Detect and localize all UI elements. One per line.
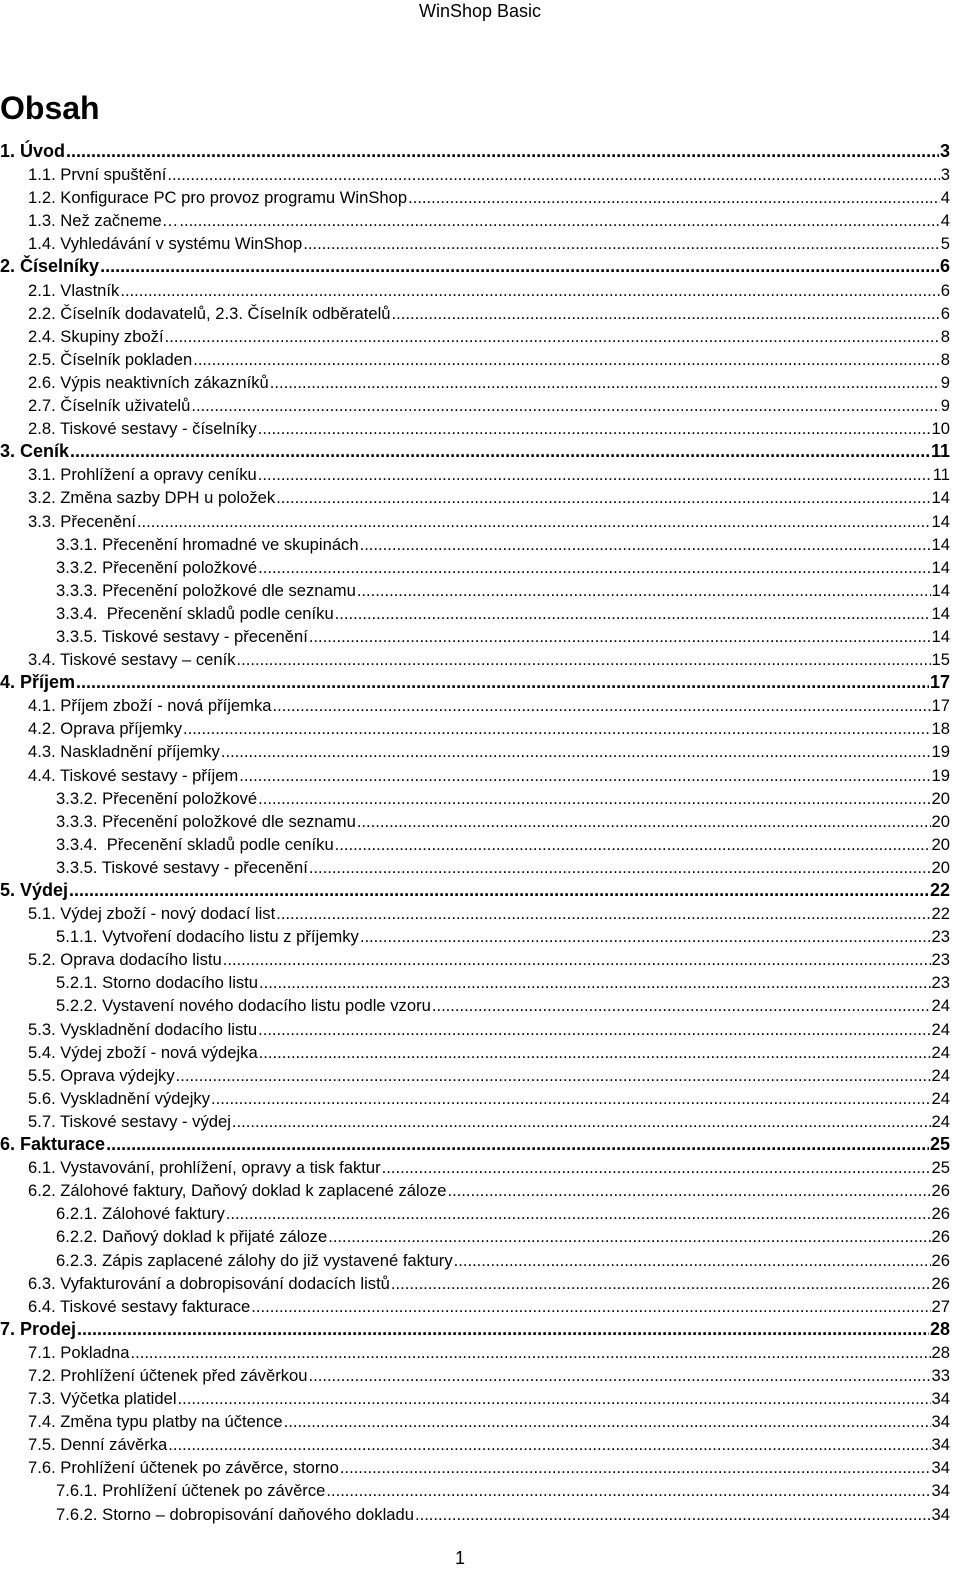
toc-entry[interactable] <box>0 1249 950 1272</box>
toc-entry[interactable] <box>0 510 950 533</box>
toc-entry-page: 24 <box>931 996 950 1016</box>
toc-entry-page: 24 <box>931 1088 950 1108</box>
toc-entry[interactable] <box>0 1503 950 1526</box>
toc-entry[interactable] <box>0 486 950 509</box>
toc-entry-label: 2.5. Číselník pokladen <box>28 349 193 369</box>
toc-leader-dots <box>326 1479 930 1502</box>
toc-entry-page: 34 <box>931 1412 950 1432</box>
toc-leader-dots <box>340 1456 931 1479</box>
toc-entry[interactable] <box>0 163 950 186</box>
toc-entry-label: 2.2. Číselník dodavatelů, 2.3. Číselník odběratelů <box>28 303 391 323</box>
toc-leader-dots <box>454 1249 931 1272</box>
toc-leader-dots <box>258 463 932 486</box>
toc-entry-page: 8 <box>940 349 950 369</box>
toc-entry-label: 3.3.4. Přecenění skladů podle ceníku <box>56 603 334 623</box>
toc-entry[interactable] <box>0 856 950 879</box>
toc-entry-page: 15 <box>931 650 950 670</box>
toc-entry-label: 6.3. Vyfakturování a dobropisování dodacích listů <box>28 1273 390 1293</box>
toc-entry-page: 26 <box>931 1181 950 1201</box>
toc-entry-label: 3.3.4. Přecenění skladů podle ceníku <box>56 834 334 854</box>
toc-entry[interactable] <box>0 371 950 394</box>
toc-entry-page: 22 <box>931 904 950 924</box>
toc-entry[interactable] <box>0 1110 950 1133</box>
toc-entry-label: 4.1. Příjem zboží - nová příjemka <box>28 696 272 716</box>
toc-entry-label: 3.2. Změna sazby DPH u položek <box>28 488 276 508</box>
toc-entry-page: 22 <box>929 880 950 900</box>
toc-entry-page: 23 <box>931 973 950 993</box>
toc-leader-dots <box>447 1179 930 1202</box>
toc-entry-page: 14 <box>931 488 950 508</box>
toc-leader-dots <box>258 556 930 579</box>
toc-entry-page: 34 <box>931 1504 950 1524</box>
toc-entry-page: 20 <box>931 811 950 831</box>
toc-entry[interactable] <box>0 602 950 625</box>
toc-entry-page: 5 <box>940 234 950 254</box>
toc-entry[interactable] <box>0 140 950 163</box>
toc-leader-dots <box>165 325 940 348</box>
toc-entry[interactable] <box>0 1202 950 1225</box>
toc-entry[interactable] <box>0 209 950 232</box>
toc-entry-page: 4 <box>940 211 950 231</box>
toc-entry-page: 24 <box>931 1065 950 1085</box>
toc-entry-label: 6. Fakturace <box>0 1134 106 1155</box>
toc-entry-label: 6.2. Zálohové faktury, Daňový doklad k zaplacené záloze <box>28 1181 447 1201</box>
toc-entry-page: 26 <box>931 1204 950 1224</box>
toc-entry-page: 3 <box>940 165 950 185</box>
toc-entry[interactable] <box>0 1087 950 1110</box>
toc-leader-dots <box>251 1295 930 1318</box>
toc-entry[interactable] <box>0 833 950 856</box>
toc-entry[interactable] <box>0 279 950 302</box>
toc-leader-dots <box>432 994 931 1017</box>
toc-entry-page: 4 <box>940 188 950 208</box>
toc-entry-page: 17 <box>931 696 950 716</box>
toc-entry[interactable] <box>0 810 950 833</box>
toc-leader-dots <box>167 163 939 186</box>
toc-entry-page: 10 <box>931 419 950 439</box>
toc-entry-page: 14 <box>931 534 950 554</box>
toc-leader-dots <box>221 740 931 763</box>
toc-entry-label: 4.4. Tiskové sestavy - příjem <box>28 765 239 785</box>
toc-leader-dots <box>239 764 930 787</box>
toc-leader-dots <box>179 209 939 232</box>
toc-entry[interactable] <box>0 787 950 810</box>
toc-entry-page: 14 <box>931 603 950 623</box>
toc-entry[interactable] <box>0 1479 950 1502</box>
toc-leader-dots <box>258 787 930 810</box>
toc-leader-dots <box>120 279 939 302</box>
toc-entry-page: 34 <box>931 1481 950 1501</box>
toc-entry-label: 5.1. Výdej zboží - nový dodací list <box>28 904 276 924</box>
toc-entry[interactable] <box>0 1387 950 1410</box>
toc-leader-dots <box>191 394 939 417</box>
toc-entry[interactable] <box>0 1018 950 1041</box>
toc-entry[interactable] <box>0 302 950 325</box>
toc-entry-page: 23 <box>931 950 950 970</box>
toc-entry-label: 5.2.1. Storno dodacího listu <box>56 973 259 993</box>
toc-entry[interactable] <box>0 325 950 348</box>
toc-leader-dots <box>77 1318 929 1341</box>
toc-entry-label: 5.2. Oprava dodacího listu <box>28 950 222 970</box>
toc-entry-page: 28 <box>929 1318 950 1339</box>
toc-entry-page: 11 <box>930 441 950 462</box>
toc-entry-page: 25 <box>929 1134 950 1155</box>
toc-entry-page: 26 <box>931 1227 950 1247</box>
toc-entry[interactable] <box>0 533 950 556</box>
toc-entry[interactable] <box>0 694 950 717</box>
running-header: WinShop Basic <box>418 1 542 21</box>
toc-entry-label: 7.6. Prohlížení účtenek po závěrce, storno <box>28 1458 339 1478</box>
toc-leader-dots <box>232 1110 931 1133</box>
toc-entry[interactable] <box>0 440 950 463</box>
toc-entry-label: 6.2.1. Zálohové faktury <box>56 1204 225 1224</box>
toc-entry-label: 3.3.2. Přecenění položkové <box>56 788 258 808</box>
toc-entry-label: 6.1. Vystavování, prohlížení, opravy a tisk faktur <box>28 1158 381 1178</box>
toc-entry-label: 3.3.3. Přecenění položkové dle seznamu <box>56 811 356 831</box>
toc-entry[interactable] <box>0 1156 950 1179</box>
toc-entry-label: 3.1. Prohlížení a opravy ceníku <box>28 465 257 485</box>
toc-entry[interactable] <box>0 1295 950 1318</box>
toc-entry-page: 6 <box>940 303 950 323</box>
toc-entry-label: 4.2. Oprava příjemky <box>28 719 183 739</box>
toc-entry-page: 6 <box>940 280 950 300</box>
toc-entry-label: 1.4. Vyhledávání v systému WinShop <box>28 234 303 254</box>
toc-entry[interactable] <box>0 255 950 278</box>
toc-entry-label: 1.1. První spuštění <box>28 165 167 185</box>
toc-entry-label: 3.3.5. Tiskové sestavy - přecenění <box>56 626 308 646</box>
toc-entry[interactable] <box>0 232 950 255</box>
toc-entry-page: 26 <box>931 1273 950 1293</box>
toc-leader-dots <box>391 1272 931 1295</box>
toc-entry-page: 34 <box>931 1389 950 1409</box>
toc-leader-dots <box>258 417 931 440</box>
toc-leader-dots <box>309 1364 931 1387</box>
toc-leader-dots <box>328 1225 930 1248</box>
toc-leader-dots <box>100 255 939 278</box>
toc-leader-dots <box>382 1156 931 1179</box>
toc-entry[interactable] <box>0 1456 950 1479</box>
toc-leader-dots <box>360 533 931 556</box>
toc-entry-label: 7.6.2. Storno – dobropisování daňového dokladu <box>56 1504 414 1524</box>
toc-entry-label: 3.3.5. Tiskové sestavy - přecenění <box>56 857 308 877</box>
toc-leader-dots <box>211 1087 931 1110</box>
toc-leader-dots <box>335 833 931 856</box>
toc-entry-label: 5.2.2. Vystavení nového dodacího listu podle vzoru <box>56 996 431 1016</box>
toc-entry-page: 6 <box>939 256 950 277</box>
toc-entry-page: 8 <box>940 326 950 346</box>
toc-leader-dots <box>137 510 931 533</box>
toc-leader-dots <box>335 602 931 625</box>
toc-leader-dots <box>168 1433 930 1456</box>
toc-entry-label: 7.4. Změna typu platby na účtence <box>28 1412 283 1432</box>
toc-entry-page: 26 <box>931 1250 950 1270</box>
toc-entry[interactable] <box>0 717 950 740</box>
toc-entry-page: 24 <box>931 1042 950 1062</box>
toc-entry-label: 4.3. Naskladnění příjemky <box>28 742 220 762</box>
toc-entry-page: 9 <box>940 396 950 416</box>
toc-leader-dots <box>357 810 931 833</box>
toc-entry-label: 7.1. Pokladna <box>28 1342 130 1362</box>
toc-leader-dots <box>259 971 931 994</box>
toc-entry[interactable] <box>0 671 950 694</box>
toc-entry-label: 5.7. Tiskové sestavy - výdej <box>28 1111 231 1131</box>
toc-entry-label: 2.7. Číselník uživatelů <box>28 396 191 416</box>
toc-leader-dots <box>106 1133 929 1156</box>
toc-entry[interactable] <box>0 463 950 486</box>
toc-entry-page: 14 <box>931 580 950 600</box>
toc-entry-label: 7.2. Prohlížení účtenek před závěrkou <box>28 1365 308 1385</box>
toc-entry-label: 6.4. Tiskové sestavy fakturace <box>28 1296 251 1316</box>
toc-leader-dots <box>309 856 931 879</box>
toc-entry[interactable] <box>0 879 950 902</box>
toc-leader-dots <box>270 371 940 394</box>
toc-entry[interactable] <box>0 348 950 371</box>
toc-entry-label: 1.3. Než začneme… <box>28 211 179 231</box>
toc-entry-page: 27 <box>931 1296 950 1316</box>
toc-entry-label: 2.8. Tiskové sestavy - číselníky <box>28 419 257 439</box>
toc-leader-dots <box>276 486 930 509</box>
toc-entry[interactable] <box>0 994 950 1017</box>
toc-leader-dots <box>130 1341 930 1364</box>
toc-entry-page: 9 <box>940 372 950 392</box>
toc-entry-label: 3.3.3. Přecenění položkové dle seznamu <box>56 580 356 600</box>
toc-entry[interactable] <box>0 556 950 579</box>
toc-leader-dots <box>69 879 929 902</box>
toc-leader-dots <box>303 232 940 255</box>
toc-entry-page: 14 <box>931 511 950 531</box>
toc-entry[interactable] <box>0 925 950 948</box>
toc-entry-label: 3.3. Přecenění <box>28 511 136 531</box>
toc-entry-page: 17 <box>929 672 950 693</box>
toc-entry-page: 24 <box>931 1111 950 1131</box>
toc-leader-dots <box>392 302 940 325</box>
toc-leader-dots <box>276 902 930 925</box>
toc-entry-label: 3.3.2. Přecenění položkové <box>56 557 258 577</box>
toc-entry[interactable] <box>0 625 950 648</box>
toc-entry-page: 19 <box>931 765 950 785</box>
toc-entry-page: 3 <box>939 141 950 161</box>
toc-entry[interactable] <box>0 1364 950 1387</box>
toc-entry-label: 1.2. Konfigurace PC pro provoz programu WinShop <box>28 188 408 208</box>
toc-entry-label: 7. Prodej <box>0 1318 77 1339</box>
toc-entry[interactable] <box>0 740 950 763</box>
toc-entry-page: 14 <box>931 626 950 646</box>
toc-entry-label: 6.2.3. Zápis zaplacené zálohy do již vystavené faktury <box>56 1250 453 1270</box>
toc-entry[interactable] <box>0 1318 950 1341</box>
toc-leader-dots <box>309 625 931 648</box>
toc-entry[interactable] <box>0 1041 950 1064</box>
toc-entry-label: 2.4. Skupiny zboží <box>28 326 164 346</box>
toc-entry[interactable] <box>0 394 950 417</box>
toc-entry-label: 6.2.2. Daňový doklad k přijaté záloze <box>56 1227 328 1247</box>
toc-entry[interactable] <box>0 186 950 209</box>
toc-entry-page: 24 <box>931 1019 950 1039</box>
toc-entry[interactable] <box>0 902 950 925</box>
toc-entry-label: 2.6. Výpis neaktivních zákazníků <box>28 372 269 392</box>
toc-entry-page: 14 <box>931 557 950 577</box>
toc-entry[interactable] <box>0 1225 950 1248</box>
toc-leader-dots <box>223 948 931 971</box>
toc-leader-dots <box>408 186 940 209</box>
table-of-contents <box>0 140 950 1526</box>
toc-leader-dots <box>284 1410 931 1433</box>
toc-entry[interactable] <box>0 948 950 971</box>
toc-entry-page: 11 <box>932 465 950 485</box>
toc-entry-page: 23 <box>931 927 950 947</box>
toc-entry-label: 3.3.1. Přecenění hromadné ve skupinách <box>56 534 359 554</box>
toc-entry[interactable] <box>0 971 950 994</box>
toc-entry[interactable] <box>0 579 950 602</box>
toc-entry-page: 28 <box>931 1342 950 1362</box>
toc-entry-label: 7.6.1. Prohlížení účtenek po závěrce <box>56 1481 326 1501</box>
toc-leader-dots <box>272 694 930 717</box>
toc-entry-label: 2.1. Vlastník <box>28 280 120 300</box>
toc-leader-dots <box>70 440 930 463</box>
toc-entry-page: 33 <box>931 1365 950 1385</box>
toc-entry[interactable] <box>0 1410 950 1433</box>
toc-entry-label: 5.4. Výdej zboží - nová výdejka <box>28 1042 258 1062</box>
toc-entry[interactable] <box>0 1179 950 1202</box>
toc-entry[interactable] <box>0 1433 950 1456</box>
toc-entry-page: 19 <box>931 742 950 762</box>
toc-entry-label: 5.3. Vyskladnění dodacího listu <box>28 1019 258 1039</box>
toc-leader-dots <box>357 579 931 602</box>
toc-entry[interactable] <box>0 1064 950 1087</box>
toc-leader-dots <box>193 348 940 371</box>
toc-entry[interactable] <box>0 1341 950 1364</box>
toc-entry-label: 5.1.1. Vytvoření dodacího listu z příjemky <box>56 927 359 947</box>
toc-entry-page: 20 <box>931 834 950 854</box>
toc-leader-dots <box>76 671 929 694</box>
toc-entry[interactable] <box>0 1133 950 1156</box>
toc-leader-dots <box>360 925 931 948</box>
toc-entry-page: 20 <box>931 788 950 808</box>
toc-entry-label: 5.5. Oprava výdejky <box>28 1065 175 1085</box>
toc-leader-dots <box>226 1202 931 1225</box>
toc-leader-dots <box>237 648 931 671</box>
toc-entry-label: 5. Výdej <box>0 880 69 900</box>
toc-entry-label: 7.3. Výčetka platidel <box>28 1389 177 1409</box>
toc-leader-dots <box>259 1041 931 1064</box>
toc-entry[interactable] <box>0 648 950 671</box>
toc-leader-dots <box>178 1387 931 1410</box>
toc-leader-dots <box>176 1064 931 1087</box>
toc-entry-label: 1. Úvod <box>0 141 66 161</box>
toc-entry-label: 5.6. Vyskladnění výdejky <box>28 1088 211 1108</box>
page-number: 1 <box>454 1548 465 1568</box>
toc-entry[interactable] <box>0 764 950 787</box>
toc-entry-page: 20 <box>931 857 950 877</box>
toc-entry[interactable] <box>0 417 950 440</box>
toc-leader-dots <box>258 1018 930 1041</box>
toc-entry-page: 25 <box>931 1158 950 1178</box>
toc-entry-label: 4. Příjem <box>0 672 76 693</box>
toc-entry-label: 3.4. Tiskové sestavy – ceník <box>28 650 236 670</box>
toc-leader-dots <box>183 717 931 740</box>
toc-leader-dots <box>415 1503 931 1526</box>
toc-entry-page: 18 <box>931 719 950 739</box>
toc-entry-label: 2. Číselníky <box>0 256 100 277</box>
toc-leader-dots <box>66 140 939 163</box>
page-title: Obsah <box>0 90 100 126</box>
toc-entry-page: 34 <box>931 1458 950 1478</box>
toc-entry-label: 7.5. Denní závěrka <box>28 1435 168 1455</box>
toc-entry-label: 3. Ceník <box>0 441 70 462</box>
toc-entry-page: 34 <box>931 1435 950 1455</box>
toc-entry[interactable] <box>0 1272 950 1295</box>
